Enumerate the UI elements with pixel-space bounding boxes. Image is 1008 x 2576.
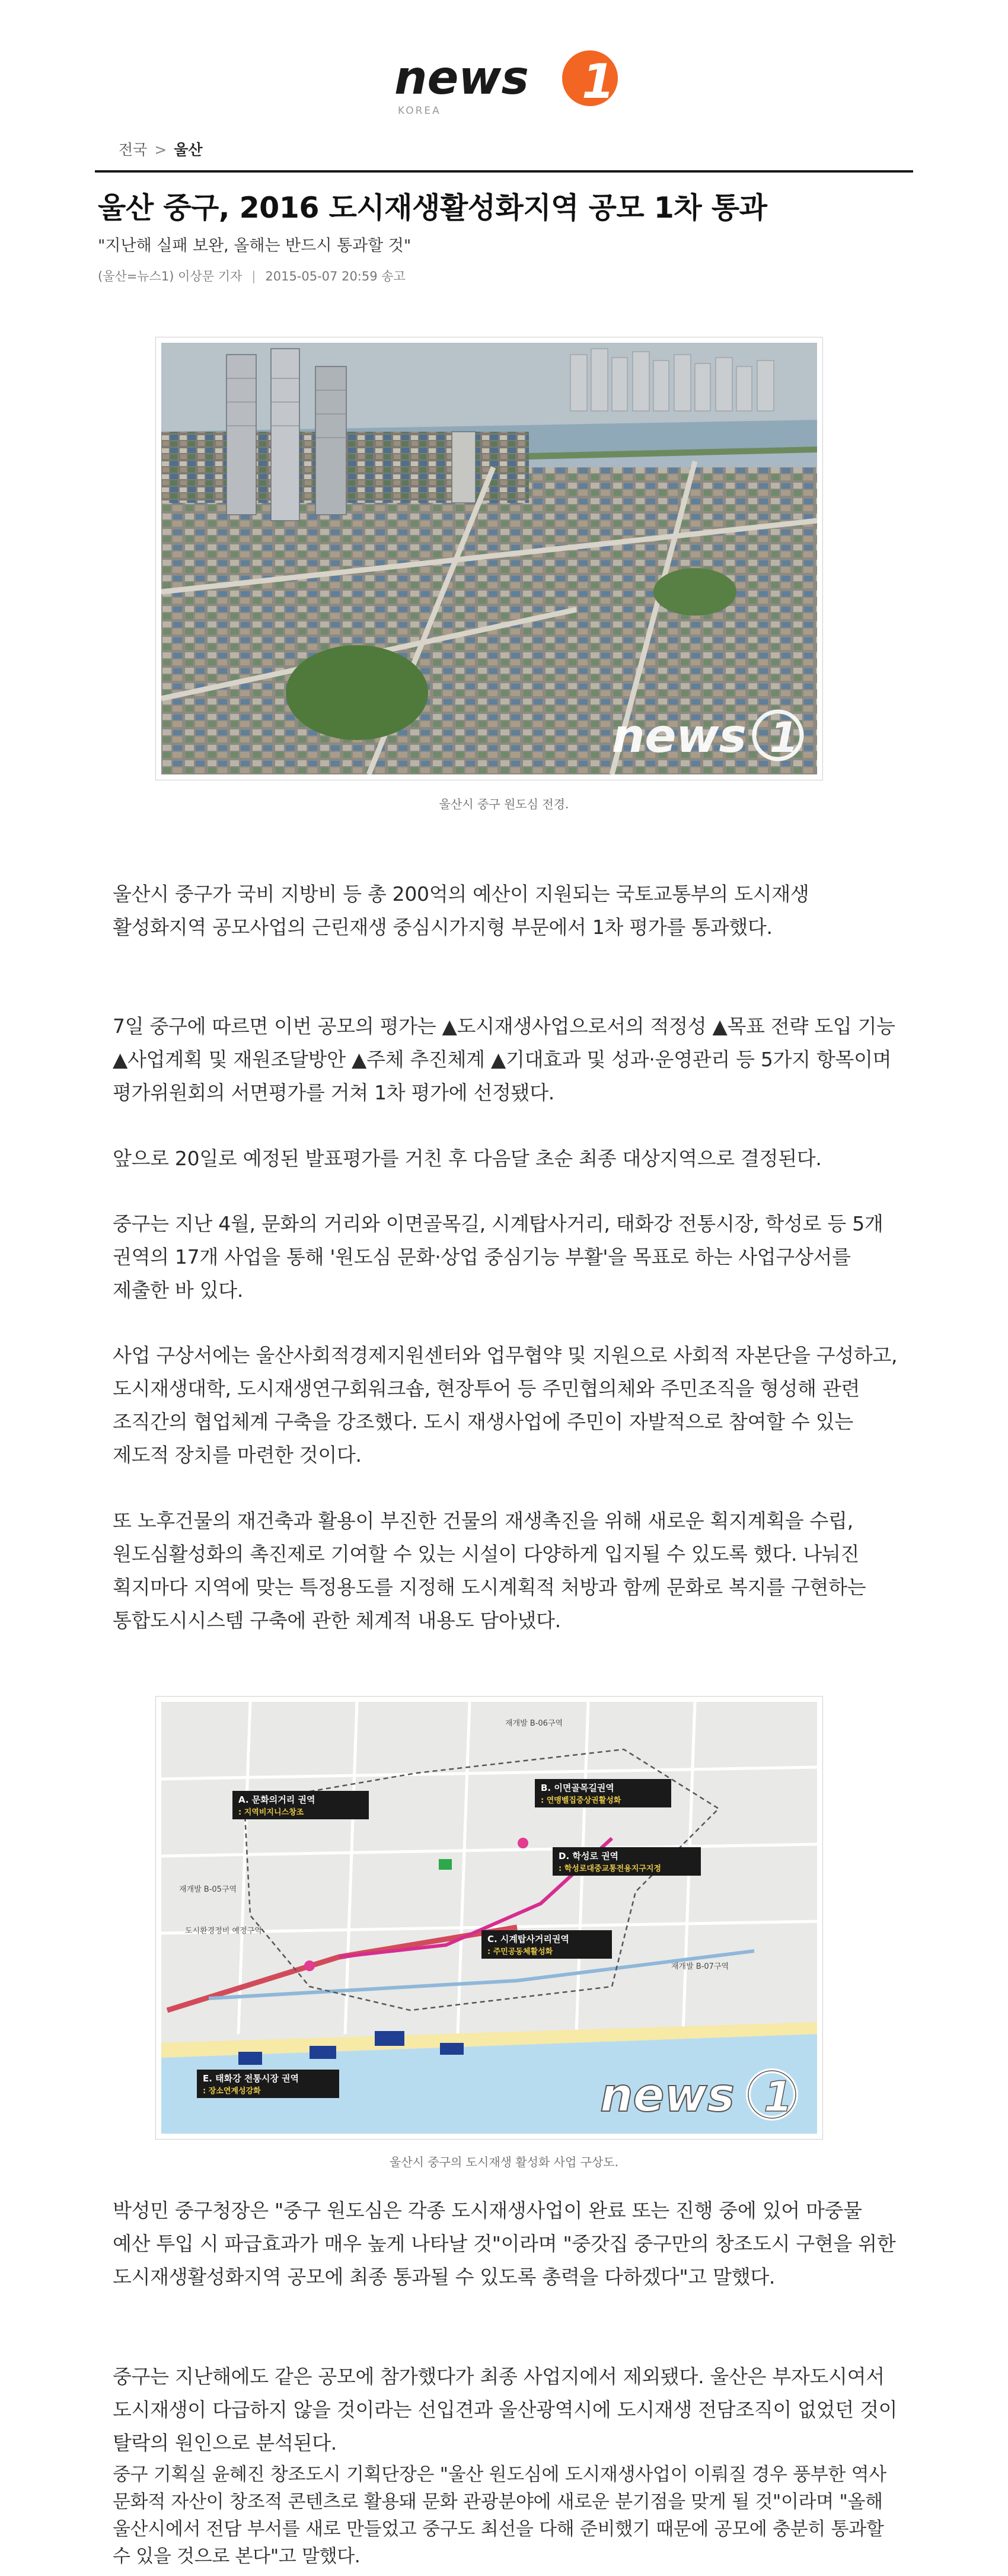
article-subtitle: "지난해 실패 보완, 올해는 반드시 통과할 것" (98, 237, 412, 255)
article-source: (울산=뉴스1) 이상문 기자 (98, 269, 243, 283)
svg-text:1: 1 (582, 54, 615, 109)
svg-text:news: news (394, 52, 529, 105)
svg-text:A. 문화의거리 권역: A. 문화의거리 권역 (238, 1794, 315, 1805)
svg-text:: 지역비지니스창조: : 지역비지니스창조 (238, 1808, 304, 1817)
breadcrumb-separator: > (154, 141, 167, 158)
svg-text:: 학성로대중교통전용지구지정: : 학성로대중교통전용지구지정 (559, 1864, 661, 1873)
svg-text:: 연맹벨집중상권활성화: : 연맹벨집중상권활성화 (541, 1796, 621, 1805)
paragraph-4: 중구는 지난 4월, 문화의 거리와 이면골목길, 시계탑사거리, 태화강 전통시장, 학성로 등 5개 권역의 17개 사업을 통해 '원도심 문화·상업 중심기능 부활'을 목표로 하는 사업구상서를 제출한 바 있다. (113, 1212, 883, 1302)
byline (98, 267, 406, 285)
header-divider (95, 170, 913, 173)
svg-text:재개발 B-05구역: 재개발 B-05구역 (179, 1885, 237, 1894)
photo-watermark (612, 710, 802, 763)
paragraph-8: 중구는 지난해에도 같은 공모에 참가했다가 최종 사업지에서 제외됐다. 울산은 부자도시여서 도시재생이 다급하지 않을 것이라는 선입견과 울산광역시에 도시재생 전담조직이 없었던 것이 탈락의 원인으로 분석된다. (113, 2365, 898, 2454)
map-caption: 울산시 중구의 도시재생 활성화 사업 구상도. (390, 2155, 618, 2169)
svg-text:도시환경정비 예정구역: 도시환경정비 예정구역 (185, 1927, 262, 1936)
svg-text:C. 시계탑사거리권역: C. 시계탑사거리권역 (487, 1934, 569, 1944)
zone-b-label (535, 1779, 671, 1807)
plan-map-figure (155, 1696, 823, 2140)
byline-divider: | (251, 269, 256, 283)
svg-text:1: 1 (770, 713, 799, 762)
aerial-photo-figure (155, 337, 823, 780)
urban-plan-map (161, 1702, 817, 2134)
paragraph-5: 사업 구상서에는 울산사회적경제지원센터와 업무협약 및 지원으로 사회적 자본단을 구성하고, 도시재생대학, 도시재생연구회워크숍, 현장투어 등 주민협의체와 주민조직을 형성해 관련 조직간의 협업체계 구축을 강조했다. 도시 재생사업에 주민이 자발적으로 참여할 수 있는 제도적 장치를 마련한 것이다. (113, 1344, 898, 1466)
svg-text:KOREA: KOREA (398, 105, 441, 117)
site-header (0, 33, 1008, 122)
paragraph-7: 박성민 중구청장은 "중구 원도심은 각종 도시재생사업이 완료 또는 진행 중에 있어 마중물 예산 투입 시 파급효과가 매우 높게 나타날 것"이라며 "중갓집 중구만의 창조도시 구현을 위한 도시재생활성화지역 공모에 최종 통과될 수 있도록 총력을 다하겠다"고 말했다. (113, 2199, 896, 2288)
zone-d-label (553, 1847, 701, 1876)
svg-text:1: 1 (764, 2073, 793, 2121)
breadcrumb-current[interactable]: 울산 (174, 141, 203, 158)
svg-text:news: news (612, 710, 747, 763)
svg-text:B. 이면골목길권역: B. 이면골목길권역 (541, 1783, 614, 1793)
svg-text:news: news (600, 2069, 735, 2122)
svg-text:E. 태화강 전통시장 권역: E. 태화강 전통시장 권역 (203, 2073, 299, 2084)
breadcrumb (119, 138, 203, 160)
svg-text:재개발 B-07구역: 재개발 B-07구역 (671, 1962, 729, 1971)
news1-logo[interactable] (394, 47, 620, 119)
paragraph-6: 또 노후건물의 재건축과 활용이 부진한 건물의 재생촉진을 위해 새로운 획지계획을 수립, 원도심활성화의 촉진제로 기여할 수 있는 시설이 다양하게 입지될 수 있도록 했다. 나눠진 획지마다 지역에 맞는 특정용도를 지정해 도시계획적 처방과 함께 문화로 복지를 구현하는 통합도시시스템 구축에 관한 체계적 내용도 담아냈다. (113, 1509, 866, 1632)
zone-c-label (481, 1930, 612, 1959)
svg-text:D. 학성로 권역: D. 학성로 권역 (559, 1851, 619, 1861)
svg-text:: 주민공동체활성화: : 주민공동체활성화 (487, 1947, 553, 1956)
breadcrumb-root[interactable]: 전국 (119, 141, 148, 158)
article-timestamp: 2015-05-07 20:59 송고 (265, 269, 406, 283)
svg-text:: 장소연계성강화: : 장소연계성강화 (203, 2087, 261, 2096)
zone-a-label (232, 1791, 369, 1819)
aerial-city-photo (161, 343, 817, 774)
article-title: 울산 중구, 2016 도시재생활성화지역 공모 1차 통과 (98, 191, 767, 225)
paragraph-3: 앞으로 20일로 예정된 발표평가를 거친 후 다음달 초순 최종 대상지역으로 결정된다. (113, 1147, 822, 1170)
paragraph-9: 중구 기획실 윤혜진 창조도시 기획단장은 "울산 원도심에 도시재생사업이 이뤄질 경우 풍부한 역사 문화적 자산이 창조적 콘텐츠로 활용돼 문화 관광분야에 새로운 분기점을 맞게 될 것"이라며 "올해 울산시에서 전담 부서를 새로 만들었고 중구도 최선을 다해 준비했기 때문에 공모에 충분히 통과할 수 있을 것으로 본다"고 말했다. (113, 2464, 886, 2567)
map-watermark (600, 2069, 796, 2122)
zone-e-label (197, 2070, 339, 2098)
svg-text:재개발 B-06구역: 재개발 B-06구역 (505, 1719, 563, 1728)
photo-caption: 울산시 중구 원도심 전경. (439, 797, 569, 811)
paragraph-1: 울산시 중구가 국비 지방비 등 총 200억의 예산이 지원되는 국토교통부의 도시재생 활성화지역 공모사업의 근린재생 중심시가지형 부문에서 1차 평가를 통과했다. (113, 882, 809, 939)
paragraph-2: 7일 중구에 따르면 이번 공모의 평가는 ▲도시재생사업으로서의 적정성 ▲목표 전략 도입 기능 ▲사업계획 및 재원조달방안 ▲주체 추진체계 ▲기대효과 및 성과·운영관리 등 5가지 항목이며 평가위원회의 서면평가를 거쳐 1차 평가에 선정됐다. (113, 1015, 895, 1104)
